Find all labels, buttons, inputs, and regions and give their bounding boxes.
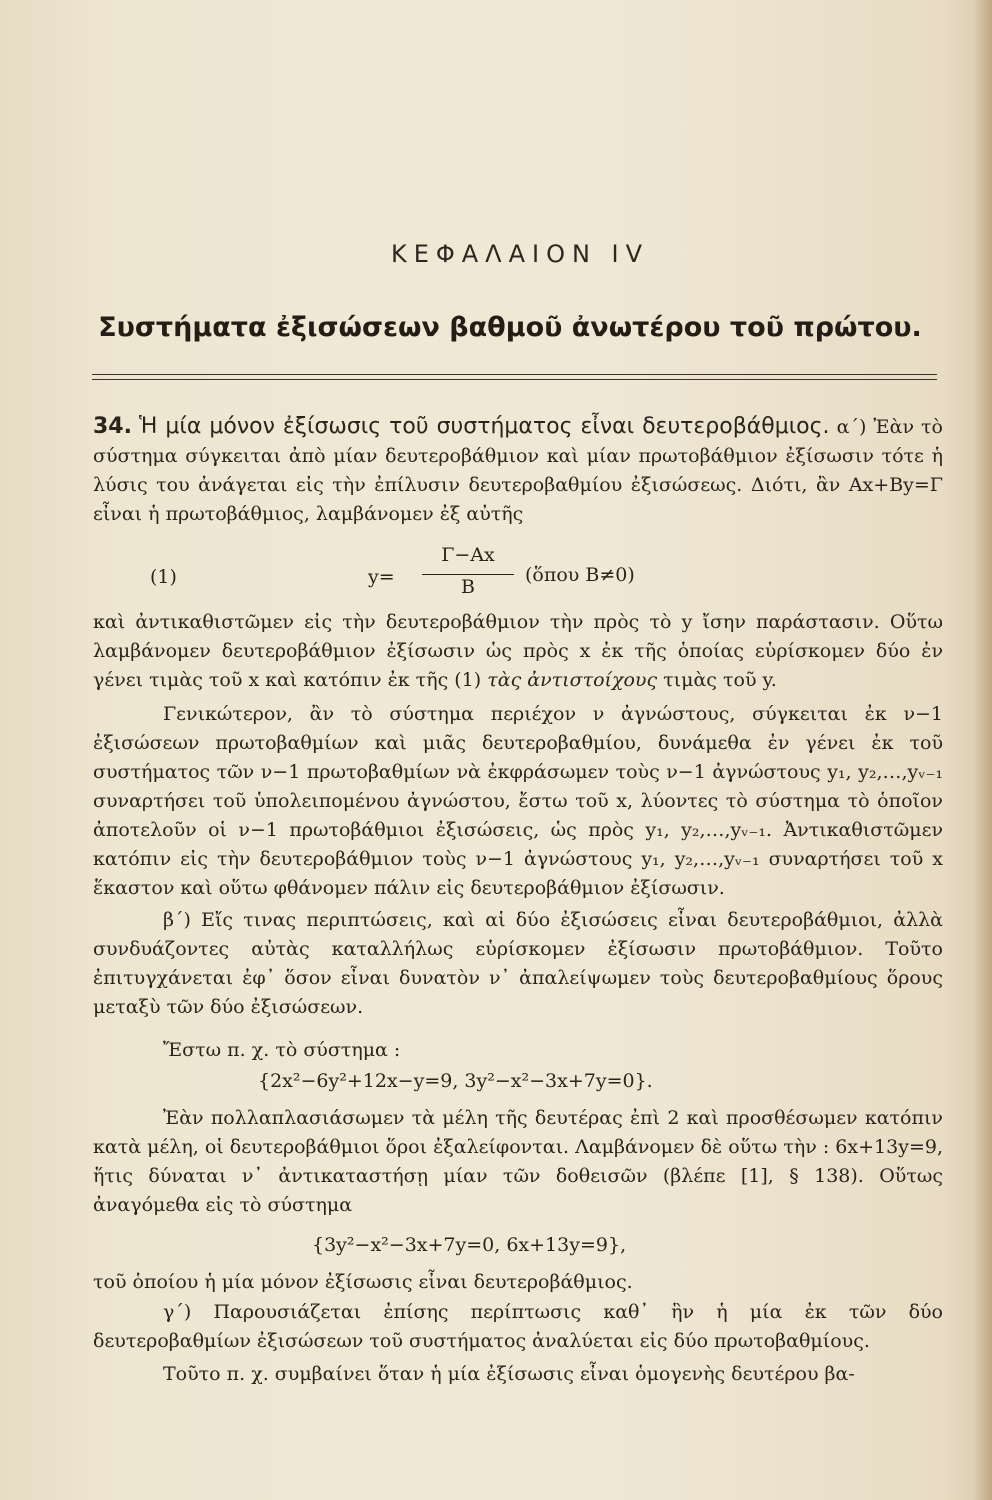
section-heading: Ἡ μία μόνον ἐξίσωσις τοῦ συστήματος εἶναι δευτεροβάθμιος.	[139, 414, 830, 439]
chapter-heading: ΚΕΦΑΛΑΙΟΝ IV	[390, 240, 650, 268]
paragraph-substitution-text: καὶ ἀντικαθιστῶμεν εἰς τὴν δευτεροβάθμιον τὴν πρὸς τὸ y ἴσην παράστασιν. Οὕτω λαμβάνομεν δευτεροβάθμιον ἐξίσωσιν ὡς πρὸς x ἐκ τῆς ὁποίας εὑρίσκομεν δύο ἐν γένει τιμὰς τοῦ x καὶ κατόπιν ἐκ τῆς (1)	[93, 611, 943, 691]
equation-1-denominator: B	[461, 576, 475, 598]
paragraph-a: α΄) Ἐὰν τὸ σύστημα σύγκειται ἀπὸ μίαν δευτεροβάθμιον καὶ μίαν πρωτοβάθμιον ἐξίσωσιν τότε ἡ λύσις του ἀνάγεται εἰς τὴν ἐπίλυσιν δευτεροβαθμίου ἐξισώσεως. Διότι, ἂν Ax+By=Γ εἶναι ἡ πρωτοβάθμιος, λαμβάνομεν ἐξ αὐτῆς	[93, 416, 943, 525]
paragraph-c: γ΄) Παρουσιάζεται ἐπίσης περίπτωσις καθ᾽ ἣν ἡ μία ἐκ τῶν δύο δευτεροβαθμίων ἐξισώσεων τοῦ συστήματος ἀναλύεται εἰς δύο πρωτοβαθμίους.	[93, 1301, 943, 1352]
paragraph-example-intro: Ἔστω π. χ. τὸ σύστημα :	[163, 1039, 401, 1061]
title-rule-bottom	[92, 379, 937, 380]
paragraph-substitution-italic: τὰς ἀντιστοίχους	[487, 669, 658, 691]
paragraph-substitution-end: τιμὰς τοῦ y.	[663, 669, 777, 691]
page-edge-shadow	[974, 0, 992, 1500]
equation-system-1: {2x²−6y²+12x−y=9, 3y²−x²−3x+7y=0}.	[258, 1070, 653, 1092]
title-rule-top	[92, 374, 937, 375]
section-number: 34.	[93, 414, 132, 439]
equation-1-lhs: y=	[368, 566, 395, 588]
paragraph-elimination: Ἐὰν πολλαπλασιάσωμεν τὰ μέλη τῆς δευτέρας ἐπὶ 2 καὶ προσθέσωμεν κατόπιν κατὰ μέλη, οἱ δευτεροβάθμιοι ὅροι ἐξαλείφονται. Λαμβάνομεν δὲ οὕτω τὴν : 6x+13y=9, ἥτις δύναται ν᾽ ἀντικαταστήσῃ μίαν τῶν δοθεισῶν (βλέπε [1], § 138). Οὕτως ἀναγόμεθα εἰς τὸ σύστημα	[93, 1107, 943, 1216]
equation-1-fraction-bar	[422, 574, 514, 575]
equation-system-2: {3y²−x²−3x+7y=0, 6x+13y=9},	[312, 1234, 627, 1256]
paragraph-substitution	[93, 608, 943, 695]
paragraph-homogeneous: Τοῦτο π. χ. συμβαίνει ὅταν ἡ μία ἐξίσωσις εἶναι ὁμογενὴς δευτέρου βα-	[163, 1363, 855, 1385]
section-34-paragraph	[93, 412, 943, 529]
paragraph-general-case: Γενικώτερον, ἂν τὸ σύστημα περιέχον ν ἀγνώστους, σύγκειται ἐκ ν−1 ἐξισώσεων πρωτοβαθμίων καὶ μιᾶς δευτεροβαθμίου, δυνάμεθα ἐν γένει ἐκ τοῦ συστήματος τῶν ν−1 πρωτοβαθμίων νὰ ἐκφράσωμεν τοὺς ν−1 ἀγνώστους y₁, y₂,…,yᵥ₋₁ συναρτήσει τοῦ ὑπολειπομένου ἀγνώστου, ἔστω τοῦ x, λύοντες τὸ σύστημα τὸ ὁποῖον ἀποτελοῦν οἱ ν−1 πρωτοβάθμιοι ἐξισώσεις, ὡς πρὸς y₁, y₂,…,yᵥ₋₁. Ἀντικαθιστῶμεν κατόπιν εἰς τὴν δευτεροβάθμιον τοὺς ν−1 ἀγνώστους y₁, y₂,…,yᵥ₋₁ συναρτήσει τοῦ x ἕκαστον καὶ οὕτω φθάνομεν πάλιν εἰς δευτεροβάθμιον ἐξίσωσιν.	[93, 703, 943, 899]
paragraph-conclusion: τοῦ ὁποίου ἡ μία μόνον ἐξίσωσις εἶναι δευτεροβάθμιος.	[93, 1271, 633, 1293]
chapter-title: Συστήματα ἐξισώσεων βαθμοῦ ἀνωτέρου τοῦ πρώτου.	[98, 312, 922, 343]
paragraph-b: β΄) Εἴς τινας περιπτώσεις, καὶ αἱ δύο ἐξισώσεις εἶναι δευτεροβάθμιοι, ἀλλὰ συνδυάζοντες αὐτὰς καταλλήλως εὑρίσκομεν ἐξίσωσιν πρωτοβάθμιον. Τοῦτο ἐπιτυγχάνεται ἐφ᾽ ὅσον εἶναι δυνατὸν ν᾽ ἀπαλείψωμεν τοὺς δευτεροβαθμίους ὅρους μεταξὺ τῶν δύο ἐξισώσεων.	[93, 909, 943, 1018]
equation-1-condition: (ὅπου B≠0)	[525, 564, 635, 586]
equation-1-label: (1)	[150, 566, 177, 588]
equation-1-numerator: Γ−Ax	[441, 544, 495, 566]
